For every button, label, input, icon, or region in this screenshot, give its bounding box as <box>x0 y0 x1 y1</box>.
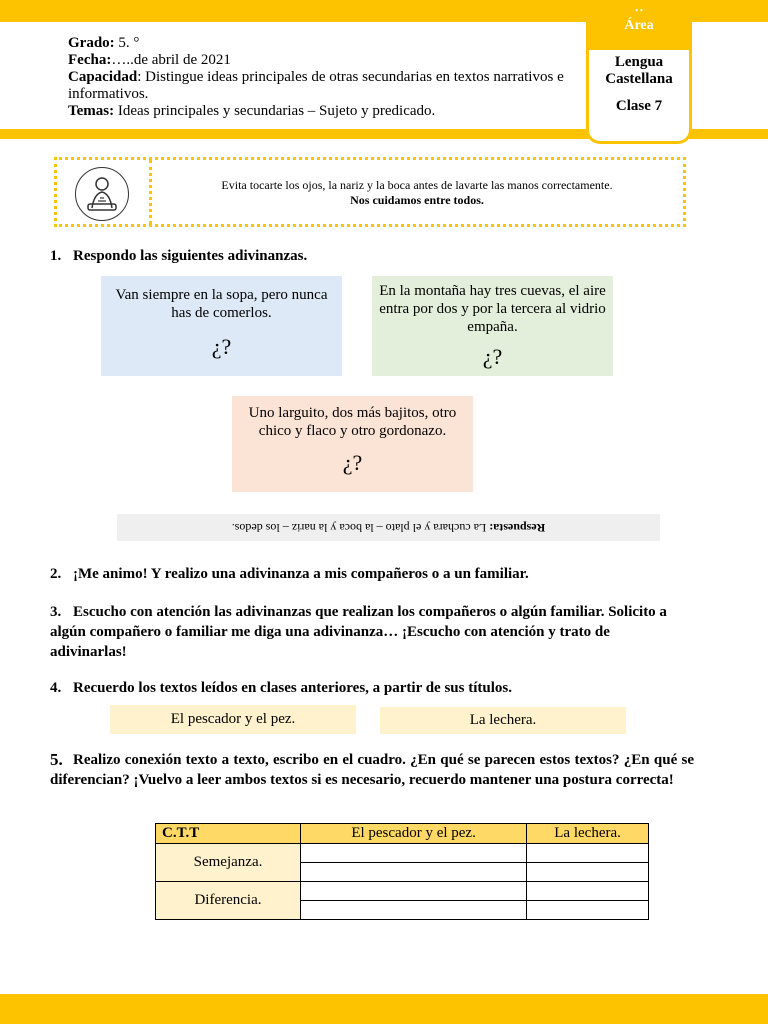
answer-cell[interactable] <box>301 863 527 882</box>
riddle-answer-mark: ¿? <box>211 334 232 359</box>
notice-text <box>157 178 677 208</box>
table-header-pescador: El pescador y el pez. <box>301 824 527 844</box>
answer-strip <box>117 514 660 541</box>
area-class: Clase 7 <box>615 98 663 114</box>
grado-value: 5. ° <box>118 35 140 51</box>
question-2 <box>50 564 710 584</box>
hygiene-notice <box>54 157 686 227</box>
answer-value: La cuchara y el plato – la boca y la nariz – los dedos. <box>231 521 490 535</box>
question-number: 2. <box>50 566 62 582</box>
title-pescador: El pescador y el pez. <box>170 711 296 727</box>
answer-label: Respuesta: <box>489 521 546 535</box>
answer-cell[interactable] <box>527 901 649 920</box>
row-header-semejanza: Semejanza. <box>156 844 301 882</box>
area-badge-header <box>589 0 689 50</box>
question-text: Recuerdo los textos leídos en clases anteriores, a partir de sus títulos. <box>73 680 512 696</box>
question-4 <box>50 678 710 698</box>
riddle-box <box>101 276 342 376</box>
capacidad-line <box>68 69 578 103</box>
answer-cell[interactable] <box>527 882 649 901</box>
question-number: 4. <box>50 680 62 696</box>
title-box-lechera <box>380 707 626 734</box>
question-5 <box>50 750 694 790</box>
notice-line1: Evita tocarte los ojos, la nariz y la boca antes de lavarte las manos correctamente. <box>221 178 613 192</box>
question-text: Escucho con atención las adivinanzas que realizan los compañeros o algún familiar. Solicito a algún compañero o familiar me diga una adivinanza… ¡Escucho con atención y trato de adivinarlas! <box>50 604 667 660</box>
question-3 <box>50 602 690 662</box>
area-badge <box>586 0 692 144</box>
lesson-header <box>68 35 578 120</box>
question-number: 5. <box>50 750 63 769</box>
comparison-table <box>155 823 649 920</box>
table-row <box>156 882 649 901</box>
riddle-text: En la montaña hay tres cuevas, el aire entra por dos y por la tercera al vidrio empaña. <box>379 283 606 335</box>
area-dots: • • <box>635 6 643 15</box>
temas-label: Temas: <box>68 103 115 119</box>
fecha-label: Fecha: <box>68 52 112 68</box>
area-label: Área <box>624 18 654 33</box>
riddle-text: Uno larguito, dos más bajitos, otro chico y flaco y otro gordonazo. <box>248 405 457 439</box>
question-number: 1. <box>50 248 62 264</box>
table-header-ctt: C.T.T <box>156 824 301 844</box>
question-text: Respondo las siguientes adivinanzas. <box>73 248 308 264</box>
table-header-row <box>156 824 649 844</box>
table-header-lechera: La lechera. <box>527 824 649 844</box>
table-row <box>156 844 649 863</box>
title-lechera: La lechera. <box>469 712 537 728</box>
capacidad-value: : Distingue ideas principales de otras secundarias en textos narrativos e informativos. <box>68 69 564 102</box>
fecha-line <box>68 52 578 69</box>
temas-value: Ideas principales y secundarias – Sujeto y predicado. <box>114 103 436 119</box>
area-subject: Lengua Castellana <box>605 54 673 87</box>
answer-text <box>117 520 660 535</box>
capacidad-label: Capacidad <box>68 69 138 85</box>
row-header-diferencia: Diferencia. <box>156 882 301 920</box>
title-box-pescador <box>110 705 356 734</box>
grado-line <box>68 35 578 52</box>
question-text: ¡Me animo! Y realizo una adivinanza a mis compañeros o a un familiar. <box>73 566 529 582</box>
answer-cell[interactable] <box>527 863 649 882</box>
bottom-band <box>0 994 768 1024</box>
riddle-box <box>232 396 473 492</box>
notice-line2: Nos cuidamos entre todos. <box>350 193 484 207</box>
riddle-text: Van siempre en la sopa, pero nunca has de comerlos. <box>115 287 328 321</box>
grado-label: Grado: <box>68 35 115 51</box>
riddle-answer-mark: ¿? <box>482 344 503 369</box>
temas-line <box>68 103 578 120</box>
notice-separator <box>149 160 152 224</box>
question-number: 3. <box>50 604 62 620</box>
riddle-box <box>372 276 613 376</box>
handwashing-icon <box>75 167 129 221</box>
question-text: Realizo conexión texto a texto, escribo en el cuadro. ¿En qué se parecen estos textos? ¿En qué se diferencian? ¡Vuelvo a leer ambos textos si es necesario, recuerdo mantener una postura correcta! <box>50 752 694 788</box>
answer-cell[interactable] <box>527 844 649 863</box>
question-1 <box>50 246 710 266</box>
answer-cell[interactable] <box>301 844 527 863</box>
answer-cell[interactable] <box>301 901 527 920</box>
fecha-value: …..de abril de 2021 <box>111 52 231 68</box>
riddle-answer-mark: ¿? <box>342 450 363 475</box>
answer-cell[interactable] <box>301 882 527 901</box>
